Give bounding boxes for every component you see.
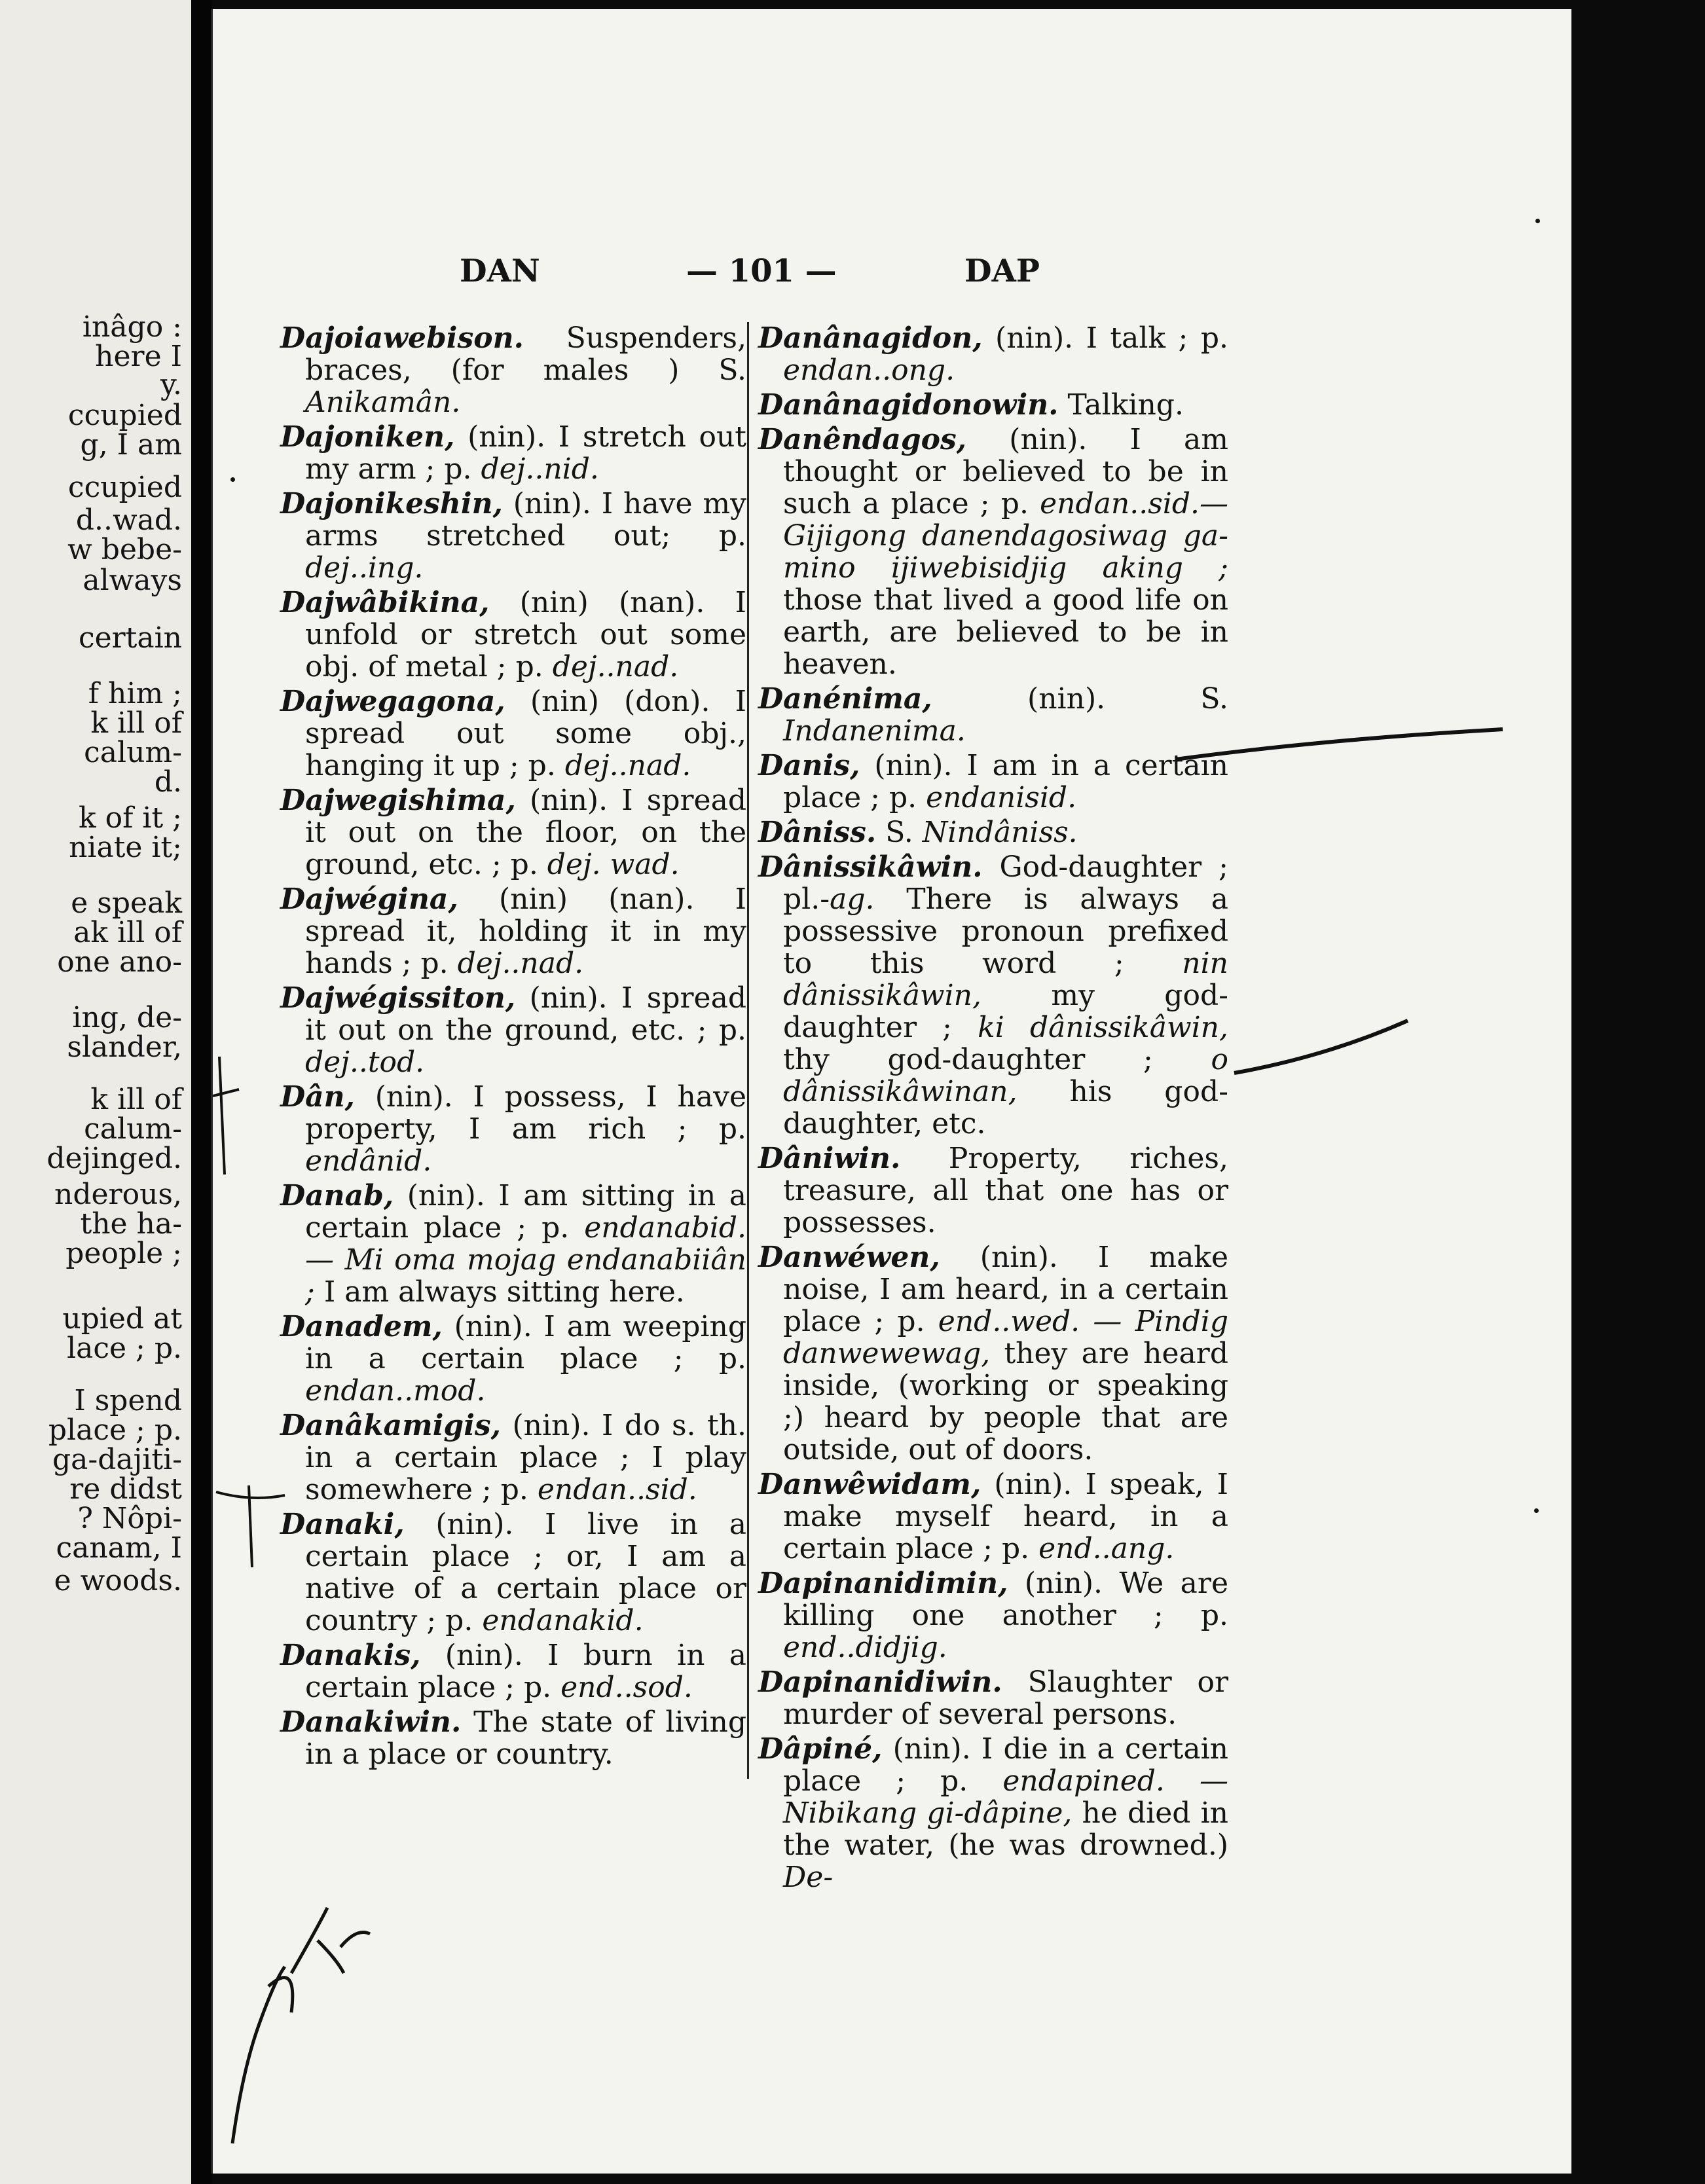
definition-text: they are heard inside, (working or speaking ;) heard by people that are outside, out of doors.: [783, 1337, 1228, 1466]
definition-text: I am always sitting here.: [314, 1275, 685, 1309]
ojibwe-form: dej..ing.: [305, 551, 424, 585]
facing-page-fragment: ing, de-: [72, 1001, 182, 1034]
headword: Dâniwin.: [758, 1142, 901, 1175]
headword: Dajwâbikina,: [280, 586, 490, 619]
facing-page-fragment: e woods.: [54, 1564, 182, 1597]
pen-cross-left-2: [216, 1485, 285, 1567]
dictionary-entry: [758, 1468, 1228, 1565]
definition-text: (nin). I make noise, I am heard, in a certain place ; p.: [783, 1241, 1228, 1338]
dictionary-entry: [758, 1733, 1228, 1893]
headword: Danis,: [758, 749, 860, 782]
definition-text: (nin). I burn in a certain place ; p.: [305, 1639, 746, 1704]
headword: Dânissikâwin.: [758, 850, 983, 884]
ojibwe-form: endan..ong.: [783, 354, 955, 387]
speck: [230, 477, 235, 482]
facing-page-fragment: k of it ;: [79, 801, 182, 835]
left-column: [280, 322, 746, 1773]
facing-page-fragment: one ano-: [57, 945, 182, 979]
headword: Dân,: [280, 1080, 355, 1114]
headword: Dâpiné,: [758, 1732, 883, 1766]
definition-text: Talking.: [1058, 388, 1184, 422]
headword: Danaki,: [280, 1508, 405, 1541]
dictionary-entry: [758, 1666, 1228, 1730]
definition-text: (nin). I spread it out on the floor, on the ground, etc. ; p.: [305, 784, 746, 881]
ojibwe-form: endanabid.— Mi oma mojag endanabiiân ;: [305, 1211, 746, 1309]
ojibwe-form: dej..nad.: [457, 947, 584, 980]
facing-page-fragment: k ill of: [90, 1083, 182, 1116]
facing-page-fragment: lace ; p.: [67, 1332, 182, 1365]
definition-text: S.: [876, 816, 923, 849]
headword: Dajwegishima,: [280, 784, 516, 817]
definition-text: (nin). I possess, I have property, I am rich ; p.: [305, 1080, 746, 1146]
dictionary-entry: [758, 851, 1228, 1140]
dictionary-entry: [758, 424, 1228, 680]
facing-page-fragment: d.: [154, 765, 182, 799]
facing-page-fragment: re didst: [69, 1472, 182, 1506]
facing-page-fragment: certain: [78, 621, 182, 655]
dictionary-entry: [758, 322, 1228, 386]
definition-text: (nin). I have my arms stretched out; p.: [305, 487, 746, 553]
headword: Danânagidonowin.: [758, 388, 1059, 422]
facing-page-fragment: ? Nôpi-: [77, 1502, 182, 1535]
ojibwe-form: nin dânissikâwin,: [783, 947, 1228, 1012]
headword: Danâkamigis,: [280, 1409, 502, 1442]
headword: Danénima,: [758, 682, 932, 716]
facing-page-fragment: e speak: [71, 886, 182, 920]
facing-page-fragment: I spend: [74, 1384, 182, 1417]
definition-text: (nin) (don). I spread out some obj., hanging it up ; p.: [305, 685, 746, 782]
facing-page-fragment: calum-: [84, 1112, 182, 1146]
headword: Dajwégina,: [280, 883, 458, 916]
ojibwe-form: ag.: [830, 883, 875, 916]
dictionary-entry: [280, 685, 746, 782]
headword: Dajwegagona,: [280, 685, 505, 718]
pen-cross-left-1: [213, 1057, 239, 1174]
ojibwe-form: end..sod.: [560, 1671, 693, 1704]
ojibwe-form: Indanenima.: [783, 714, 966, 748]
ojibwe-form: end..ang.: [1038, 1532, 1175, 1565]
definition-text: God-daughter ; pl.-: [783, 850, 1228, 916]
ojibwe-form: Nindâniss.: [922, 816, 1078, 849]
dictionary-entry: [280, 1311, 746, 1407]
definition-text: (nin) (nan). I spread it, holding it in my hands ; p.: [305, 883, 746, 980]
headword: Danakiwin.: [280, 1705, 462, 1739]
definition-text: (nin). I talk ; p.: [982, 321, 1228, 355]
definition-text: (nin). I am weeping in a certain place ; p.: [305, 1310, 746, 1375]
headword: Danwêwidam,: [758, 1468, 981, 1501]
definition-text: (nin). I stretch out my arm ; p.: [305, 420, 746, 486]
dictionary-entry: [280, 982, 746, 1078]
facing-page-fragment: g, I am: [80, 428, 182, 462]
speck: [1534, 1508, 1539, 1513]
ojibwe-form: Anikamân.: [305, 386, 461, 419]
ojibwe-form: endânid.: [305, 1144, 432, 1178]
facing-page-fragment: the ha-: [80, 1207, 182, 1241]
dictionary-entry: [280, 1706, 746, 1770]
ojibwe-form: endan..mod.: [305, 1374, 486, 1408]
page-number: — 101 —: [686, 253, 837, 289]
definition-text: Suspenders, braces, (for males ) S.: [305, 321, 746, 387]
dictionary-entry: [280, 421, 746, 485]
definition-text: Property, riches, treasure, all that one has or possesses.: [783, 1142, 1228, 1239]
definition-text: his god-daughter, etc.: [783, 1075, 1228, 1140]
definition-text: (nin). I am thought or believed to be in such a place ; p.: [783, 423, 1228, 520]
ojibwe-form: endan..sid.: [537, 1473, 697, 1506]
definition-text: (nin). I live in a certain place ; or, I am a native of a certain place or country ; p.: [305, 1508, 746, 1637]
headword: Dâniss.: [758, 816, 877, 849]
ojibwe-form: De-: [783, 1861, 834, 1894]
definition-text: (nin). I do s. th. in a certain place ; I play somewhere ; p.: [305, 1409, 746, 1506]
facing-page: [0, 0, 191, 2184]
headword: Dajwégissiton,: [280, 981, 516, 1015]
handwritten-signature: [232, 1908, 370, 2143]
pen-line-lower-right: [1234, 1021, 1408, 1073]
ojibwe-form: dej..nid.: [481, 452, 599, 486]
definition-text: (nin). I am in a certain place ; p.: [783, 749, 1228, 814]
facing-page-fragment: slander,: [67, 1030, 182, 1064]
facing-page-fragment: calum-: [84, 736, 182, 769]
definition-text: my god-daughter ;: [783, 979, 1228, 1044]
book-gutter: [191, 0, 212, 2184]
ojibwe-form: endapined. — Nibikang gi-dâpine,: [783, 1764, 1228, 1830]
running-head-left: DAN: [460, 253, 540, 289]
facing-page-fragment: ccupied: [67, 399, 182, 432]
dictionary-entry: [280, 784, 746, 881]
dictionary-entry: [280, 1410, 746, 1506]
headword: Danwéwen,: [758, 1241, 940, 1274]
facing-page-fragment: f him ;: [88, 677, 182, 710]
headword: Dajoniken,: [280, 420, 455, 454]
definition-text: Slaughter or murder of several persons.: [783, 1665, 1228, 1731]
ojibwe-form: ki dânissikâwin,: [978, 1011, 1229, 1044]
dictionary-entry: [758, 389, 1228, 421]
facing-page-fragment: ga-dajiti-: [52, 1443, 182, 1476]
dictionary-entry: [758, 1142, 1228, 1239]
definition-text: (nin). I am sitting in a certain place ; p.: [305, 1179, 746, 1245]
dictionary-page: [211, 9, 1573, 2174]
dictionary-entry: [758, 1241, 1228, 1466]
ojibwe-form: dej..nad.: [564, 749, 691, 782]
ojibwe-form: dej. wad.: [547, 848, 680, 881]
ojibwe-form: end..didjig.: [783, 1631, 947, 1664]
facing-page-fragment: d..wad.: [75, 503, 182, 537]
headword: Danânagidon,: [758, 321, 983, 355]
scan-border: [1571, 0, 1705, 2184]
dictionary-entry: [758, 750, 1228, 814]
facing-page-fragment: ccupied: [67, 471, 182, 504]
definition-text: he died in the water, (he was drowned.): [783, 1796, 1228, 1862]
right-column: [758, 322, 1228, 1896]
definition-text: (nin). We are killing one another ; p.: [783, 1567, 1228, 1632]
dictionary-entry: [280, 1508, 746, 1637]
facing-page-fragment: nderous,: [54, 1178, 182, 1211]
definition-text: There is always a possessive pronoun prefixed to this word ;: [783, 883, 1228, 980]
dictionary-entry: [758, 683, 1228, 747]
facing-page-fragment: ak ill of: [73, 916, 182, 949]
ojibwe-form: endanakid.: [482, 1604, 644, 1637]
definition-text: (nin). I speak, I make myself heard, in a certain place ; p.: [783, 1468, 1228, 1565]
definition-text: thy god-daughter ;: [783, 1043, 1211, 1076]
headword: Danêndagos,: [758, 423, 967, 456]
definition-text: (nin) (nan). I unfold or stretch out some obj. of metal ; p.: [305, 586, 746, 683]
ojibwe-form: dej..nad.: [552, 650, 679, 683]
ojibwe-form: dej..tod.: [305, 1046, 425, 1079]
ojibwe-form: end..wed. — Pindig danwewewag,: [783, 1305, 1228, 1370]
dictionary-entry: [280, 488, 746, 584]
headword: Dapinanidiwin.: [758, 1665, 1002, 1699]
facing-page-fragment: dejinged.: [46, 1142, 182, 1175]
running-head-right: DAP: [964, 253, 1040, 289]
dictionary-entry: [758, 816, 1228, 848]
dictionary-entry: [280, 883, 746, 979]
facing-page-fragment: w bebe-: [67, 533, 182, 566]
facing-page-fragment: here I: [95, 340, 182, 373]
dictionary-entry: [280, 1180, 746, 1308]
dictionary-entry: [280, 587, 746, 683]
facing-page-fragment: always: [82, 564, 182, 597]
definition-text: those that lived a good life on earth, are believed to be in heaven.: [783, 583, 1228, 681]
dictionary-entry: [280, 1081, 746, 1177]
column-rule: [747, 322, 749, 1779]
definition-text: (nin). S.: [932, 682, 1228, 716]
headword: Dapinanidimin,: [758, 1567, 1008, 1600]
dictionary-entry: [280, 1639, 746, 1703]
headword: Danadem,: [280, 1310, 443, 1343]
definition-text: The state of living in a place or country.: [305, 1705, 746, 1771]
running-head: [213, 253, 1573, 292]
facing-page-fragment: upied at: [62, 1302, 182, 1336]
definition-text: (nin). I spread it out on the ground, etc. ; p.: [305, 981, 746, 1047]
ojibwe-form: endan..sid.—Gijigong danendagosiwag ga-mino ijiwebisidjig aking ;: [783, 487, 1228, 585]
headword: Dajoiawebison.: [280, 321, 524, 355]
ojibwe-form: o dânissikâwinan,: [783, 1043, 1228, 1108]
facing-page-fragment: people ;: [65, 1237, 182, 1270]
headword: Danakis,: [280, 1639, 421, 1672]
definition-text: (nin). I die in a certain place ; p.: [783, 1732, 1228, 1798]
dictionary-entry: [280, 322, 746, 418]
facing-page-fragment: y.: [160, 368, 182, 401]
headword: Danab,: [280, 1179, 394, 1212]
headword: Dajonikeshin,: [280, 487, 503, 520]
facing-page-fragment: k ill of: [90, 706, 182, 740]
facing-page-fragment: inâgo :: [82, 310, 182, 344]
speck: [1535, 219, 1540, 223]
ojibwe-form: endanisid.: [926, 781, 1077, 814]
facing-page-fragment: place ; p.: [48, 1413, 182, 1447]
dictionary-entry: [758, 1567, 1228, 1664]
facing-page-fragment: canam, I: [56, 1531, 182, 1565]
facing-page-fragment: niate it;: [69, 831, 182, 864]
